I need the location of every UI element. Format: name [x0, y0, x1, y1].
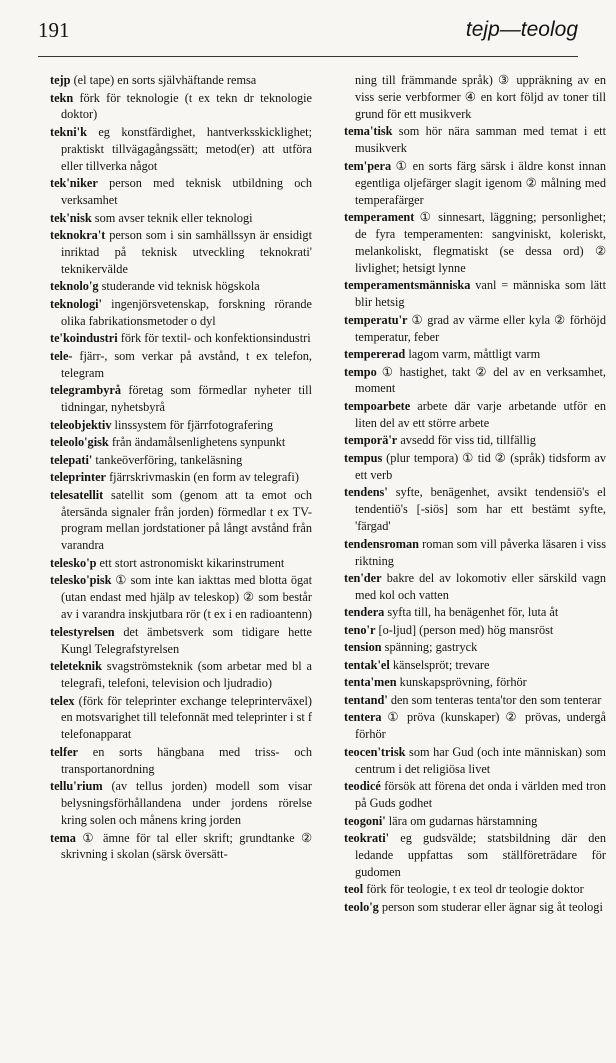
dictionary-entry — [344, 830, 606, 881]
entry-definition: avsedd för viss tid, tillfällig — [400, 433, 536, 448]
entry-definition: som hör nära samman med temat i ett musikverk — [355, 124, 607, 156]
entry-headword: teol — [344, 882, 364, 897]
entry-definition: eg konstfärdighet, hantverksskicklighet; praktiskt tillvägagångssätt; metod(er) att utföra eller tillverka något — [61, 124, 313, 173]
entry-headword: tema — [50, 830, 76, 845]
dictionary-entry — [344, 709, 606, 743]
dictionary-entry — [50, 417, 312, 434]
entry-definition: lagom varm, måttligt varm — [408, 347, 541, 362]
dictionary-entry — [50, 469, 312, 486]
dictionary-entry — [50, 175, 312, 209]
entry-definition: studerande vid teknisk högskola — [101, 279, 260, 294]
entry-headword: tema'tisk — [344, 124, 393, 139]
dictionary-entry — [344, 570, 606, 604]
entry-headword: tem'pera — [344, 158, 392, 173]
entry-headword: tendera — [344, 605, 385, 620]
entry-definition: person med teknisk utbildning och verksamhet — [61, 176, 312, 208]
entry-definition: roman som vill påverka läsaren i viss riktning — [355, 536, 607, 568]
entry-definition: från ändamålsenlighetens synpunkt — [111, 435, 286, 450]
dictionary-entry — [50, 555, 312, 572]
entry-headword: tentera — [344, 710, 382, 725]
entry-headword: teknolo'g — [50, 279, 99, 294]
entry-definition: det ämbetsverk som tidigare hette Kungl Telegrafstyrelsen — [61, 624, 312, 656]
entry-definition: känselspröt; trevare — [392, 657, 490, 672]
entry-headword: tekni'k — [50, 124, 87, 139]
entry-definition: förk för teologie, t ex teol dr teologie doktor — [366, 882, 584, 897]
entry-headword: tele- — [50, 348, 73, 363]
entry-definition: försök att förena det onda i världen med tron på Guds godhet — [355, 779, 606, 811]
dictionary-entry — [50, 382, 312, 416]
dictionary-entry — [50, 572, 312, 623]
entry-definition: person som i sin samhällssyn är ensidigt inriktad på teknisk utveckling teknokrati' teknikervälde — [61, 228, 312, 276]
dictionary-entry — [344, 899, 606, 916]
dictionary-entry — [344, 639, 606, 656]
entry-definition: företag som förmedlar nyheter till tidningar, nyhetsbyrå — [61, 383, 312, 415]
entry-definition: satellit som (genom att ta emot och återsända signaler från jorden) förmedlar t ex TV-program mellan jordstationer på långt avstånd från varandra — [61, 487, 312, 553]
entry-definition: syfta till, ha benägenhet för, luta åt — [387, 605, 559, 620]
entry-definition: spänning; gastryck — [384, 640, 478, 655]
dictionary-entry — [50, 624, 312, 658]
entry-headword: temperament — [344, 210, 415, 225]
entry-headword: tendensroman — [344, 536, 419, 551]
entry-headword: tempoarbete — [344, 398, 411, 413]
dictionary-entry — [50, 434, 312, 451]
entry-definition: en sorts hängbana med triss- och transportanordning — [61, 744, 312, 776]
entry-headword: tekn — [50, 90, 74, 105]
entry-headword: tentak'el — [344, 657, 390, 672]
entry-definition: syfte, benägenhet, avsikt tendensiö's el tendentiö's [-siös] som har ett bestämt syfte, 'färgad' — [355, 485, 606, 534]
entry-definition: linssystem för fjärrfotografering — [114, 417, 273, 432]
entry-headword: teno'r — [344, 622, 376, 637]
entry-definition: vanl = människa som lätt blir hetsig — [355, 278, 606, 310]
entry-definition: ① en sorts färg särsk i äldre konst innan egentliga oljefärger slagit igenom ② målning med temperafärger — [355, 158, 606, 207]
entry-headword: temperatu'r — [344, 312, 408, 327]
entry-definition: (plur tempora) ① tid ② (språk) tidsform av ett verb — [355, 450, 606, 482]
entry-definition: fjärrskrivmaskin (en form av telegrafi) — [109, 470, 299, 485]
entry-headword: telesatellit — [50, 487, 104, 502]
dictionary-entry — [344, 398, 606, 432]
page-number: 191 — [38, 18, 70, 42]
entry-definition: förk för teknologie (t ex tekn dr teknologie doktor) — [61, 90, 312, 122]
entry-definition: fjärr-, som verkar på avstånd, t ex telefon, telegram — [61, 348, 312, 380]
entry-headword: tenta'men — [344, 675, 397, 690]
entry-definition: ① sinnesart, läggning; personlighet; de fyra temperamenten: sangviniskt, koleriskt, melankoliskt, flegmatiskt (se dessa ord) ② livlighet; hetsigt lynne — [355, 210, 607, 275]
dictionary-entry — [50, 348, 312, 382]
dictionary-entry — [344, 536, 606, 570]
entry-headword: teocen'trisk — [344, 744, 406, 759]
entry-definition: ① grad av värme eller kyla ② förhöjd temperatur, feber — [355, 312, 606, 344]
dictionary-entry — [50, 278, 312, 295]
entry-headword: telepati' — [50, 452, 93, 467]
entry-definition: bakre del av lokomotiv eller särskild vagn med kol och vatten — [355, 571, 606, 602]
entry-headword: teogoni' — [344, 813, 386, 828]
dictionary-entry — [344, 123, 606, 157]
dictionary-entry — [344, 674, 606, 691]
dictionary-entry — [344, 744, 606, 778]
dictionary-entry — [50, 452, 312, 469]
dictionary-entry — [50, 124, 312, 175]
entry-definition: som har Gud (och inte människan) som centrum i det religiösa livet — [355, 744, 607, 776]
entry-definition: förk för textil- och konfektionsindustri — [120, 331, 311, 346]
dictionary-entry — [50, 830, 312, 864]
entry-headword: temporä'r — [344, 433, 398, 448]
entry-definition: ingenjörsvetenskap, forskning rörande olika fabrikationsmetoder o dyl — [61, 296, 312, 328]
dictionary-entry — [344, 778, 606, 812]
entry-definition: eg gudsvälde; statsbildning där den ledande uppfattas som ställföreträdare för gudomen — [355, 831, 606, 879]
entry-headword: ten'der — [344, 571, 382, 585]
dictionary-entry — [344, 277, 606, 311]
entry-headword: tempus — [344, 450, 383, 465]
entry-definition: kunskapsprövning, förhör — [399, 675, 527, 690]
dictionary-entry — [50, 693, 312, 744]
entry-headword: te'koindustri — [50, 331, 118, 346]
entry-headword: teokrati' — [344, 831, 390, 846]
dictionary-entry — [344, 657, 606, 674]
entry-definition: (av tellus jorden) modell som visar belysningsförhållandena under jordens rörelse kring solen och månens kring jorden — [61, 779, 313, 828]
entry-definition: ① som inte kan iakttas med blotta ögat (utan endast med hjälp av teleskop) ② som består av i varandra inskjutbara rör (t ex i en radioantenn) — [61, 573, 312, 622]
entry-definition: den som tenteras tenta'tor den som tenterar — [390, 692, 602, 707]
entry-headword: temperamentsmänniska — [344, 278, 471, 293]
dictionary-entry — [50, 296, 312, 330]
dictionary-entry — [344, 312, 606, 346]
entry-headword: teleobjektiv — [50, 417, 112, 432]
dictionary-entry — [344, 813, 606, 830]
entry-headword: teknokra't — [50, 228, 106, 243]
entry-headword: tempo — [344, 364, 377, 379]
entry-definition: (el tape) en sorts självhäftande remsa — [73, 73, 257, 87]
dictionary-entry — [344, 881, 606, 898]
running-head: tejp—teolog — [465, 18, 578, 41]
dictionary-entry — [344, 346, 606, 363]
right-column — [344, 72, 606, 916]
entry-headword: teleolo'gisk — [50, 435, 109, 450]
dictionary-entry — [50, 210, 312, 227]
header-rule — [38, 56, 578, 57]
entry-headword: telesko'pisk — [50, 573, 112, 588]
entry-headword: tek'nisk — [50, 210, 92, 225]
dictionary-entry — [50, 90, 312, 124]
dictionary-entry — [50, 487, 312, 555]
dictionary-entry — [344, 364, 606, 398]
dictionary-entry — [344, 209, 606, 277]
entry-definition: lära om gudarnas härstamning — [388, 813, 538, 828]
entry-definition: arbete där varje arbetande utför en liten del av ett större arbete — [355, 398, 607, 430]
dictionary-entry — [50, 744, 312, 778]
entry-definition: (förk för teleprinter exchange teleprinterväxel) en motsvarighet till telefonnät med teleprinter i st f telefonapparat — [61, 693, 312, 742]
entry-headword: teleprinter — [50, 470, 106, 485]
entry-headword: telfer — [50, 744, 78, 759]
entry-definition: ett stort astronomiskt kikarinstrument — [99, 555, 285, 570]
left-column — [50, 72, 312, 864]
entry-definition: ① ämne för tal eller skrift; grundtanke ② skrivning i skolan (särsk översätt- — [61, 830, 312, 862]
entry-headword: telestyrelsen — [50, 624, 115, 639]
dictionary-entry — [344, 692, 606, 709]
dictionary-entry — [344, 604, 606, 621]
dictionary-entry — [50, 778, 312, 829]
entry-definition: som avser teknik eller teknologi — [94, 210, 253, 225]
entry-headword: telegrambyrå — [50, 383, 122, 398]
entry-headword: tentand' — [344, 692, 388, 707]
entry-definition: [o-ljud] (person med) hög mansröst — [378, 622, 554, 637]
dictionary-entry — [344, 450, 606, 484]
dictionary-entry — [50, 658, 312, 692]
entry-definition: tankeöverföring, tankeläsning — [95, 452, 243, 467]
entry-headword: tendens' — [344, 485, 388, 500]
entry-headword: teleteknik — [50, 659, 102, 674]
dictionary-entry — [50, 227, 312, 278]
dictionary-entry — [344, 432, 606, 449]
page-header — [38, 18, 578, 46]
entry-headword: tension — [344, 640, 382, 655]
dictionary-entry — [344, 484, 606, 535]
dictionary-entry — [344, 622, 606, 639]
entry-headword: teodicé — [344, 779, 381, 794]
dictionary-entry — [50, 330, 312, 347]
entry-headword: teolo'g — [344, 899, 379, 914]
entry-headword: tellu'rium — [50, 779, 103, 794]
entry-definition: ① pröva (kunskaper) ② prövas, undergå förhör — [355, 710, 606, 742]
entry-definition: ning till främmande språk) ③ uppräkning av en viss serie verbformer ④ en kort följd av toner till grund för ett musikverk — [355, 73, 606, 121]
entry-headword: tek'niker — [50, 176, 98, 191]
entry-definition: ① hastighet, takt ② del av en verksamhet, moment — [355, 364, 607, 396]
dictionary-entry — [344, 158, 606, 209]
dictionary-entry — [50, 72, 312, 89]
entry-headword: tejp — [50, 73, 71, 87]
dictionary-entry — [344, 72, 606, 123]
entry-headword: telex — [50, 693, 75, 708]
entry-headword: teknologi' — [50, 296, 102, 311]
entry-headword: telesko'p — [50, 555, 97, 570]
entry-definition: person som studerar eller ägnar sig åt teologi — [381, 899, 603, 914]
entry-definition: svagströmsteknik (som arbetar med bl a telegrafi, telefoni, television och ljudradio) — [61, 659, 312, 690]
entry-headword: tempererad — [344, 347, 406, 362]
